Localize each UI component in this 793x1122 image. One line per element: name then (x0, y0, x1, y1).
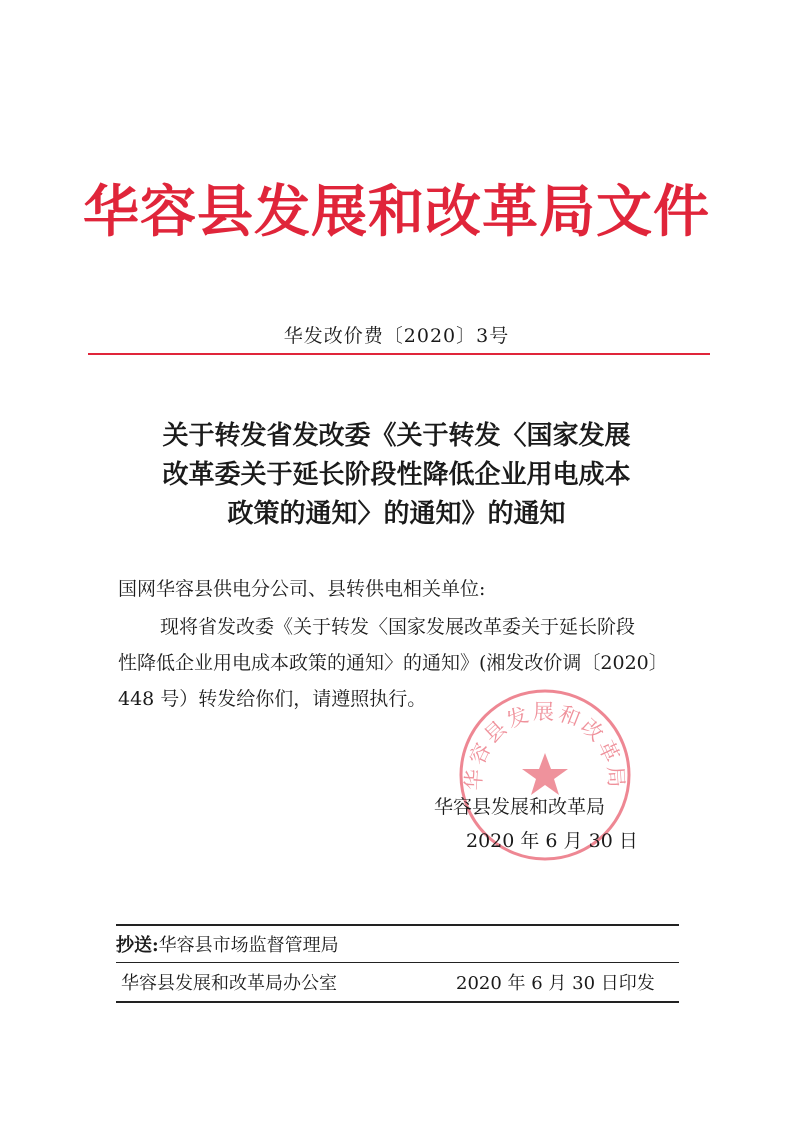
footer-rule-middle (116, 962, 679, 963)
document-number: 华发改价费〔2020〕3号 (283, 325, 510, 347)
body-line-1: 现将省发改委《关于转发〈国家发展改革委关于延长阶段 (160, 616, 636, 638)
seal-text: 华容县发展和改革局 (461, 700, 629, 792)
signature-date: 2020 年 6 月 30 日 (466, 830, 638, 852)
footer-rule-bottom (116, 1001, 679, 1003)
body-line-3: 448 号）转发给你们，请遵照执行。 (118, 688, 427, 710)
document-title-line-1: 关于转发省发改委《关于转发〈国家发展 (162, 421, 631, 451)
recipients: 国网华容县供电分公司、县转供电相关单位: (118, 578, 486, 600)
red-divider (88, 353, 710, 355)
cc-value: 华容县市场监督管理局 (158, 935, 339, 956)
document-title-line-2: 改革委关于延长阶段性降低企业用电成本 (162, 460, 631, 490)
cc-label: 抄送: (116, 935, 159, 956)
signature-org: 华容县发展和改革局 (434, 796, 606, 818)
cc-row (116, 932, 339, 960)
issuer: 华容县发展和改革局办公室 (121, 973, 337, 994)
document-title-line-3: 政策的通知〉的通知》的通知 (227, 499, 566, 529)
footer-rule-top (116, 924, 679, 926)
print-date: 2020 年 6 月 30 日印发 (456, 973, 655, 994)
body-line-2: 性降低企业用电成本政策的通知〉的通知》(湘发改价调〔2020〕 (118, 652, 668, 674)
agency-title: 华容县发展和改革局文件 (83, 180, 710, 245)
